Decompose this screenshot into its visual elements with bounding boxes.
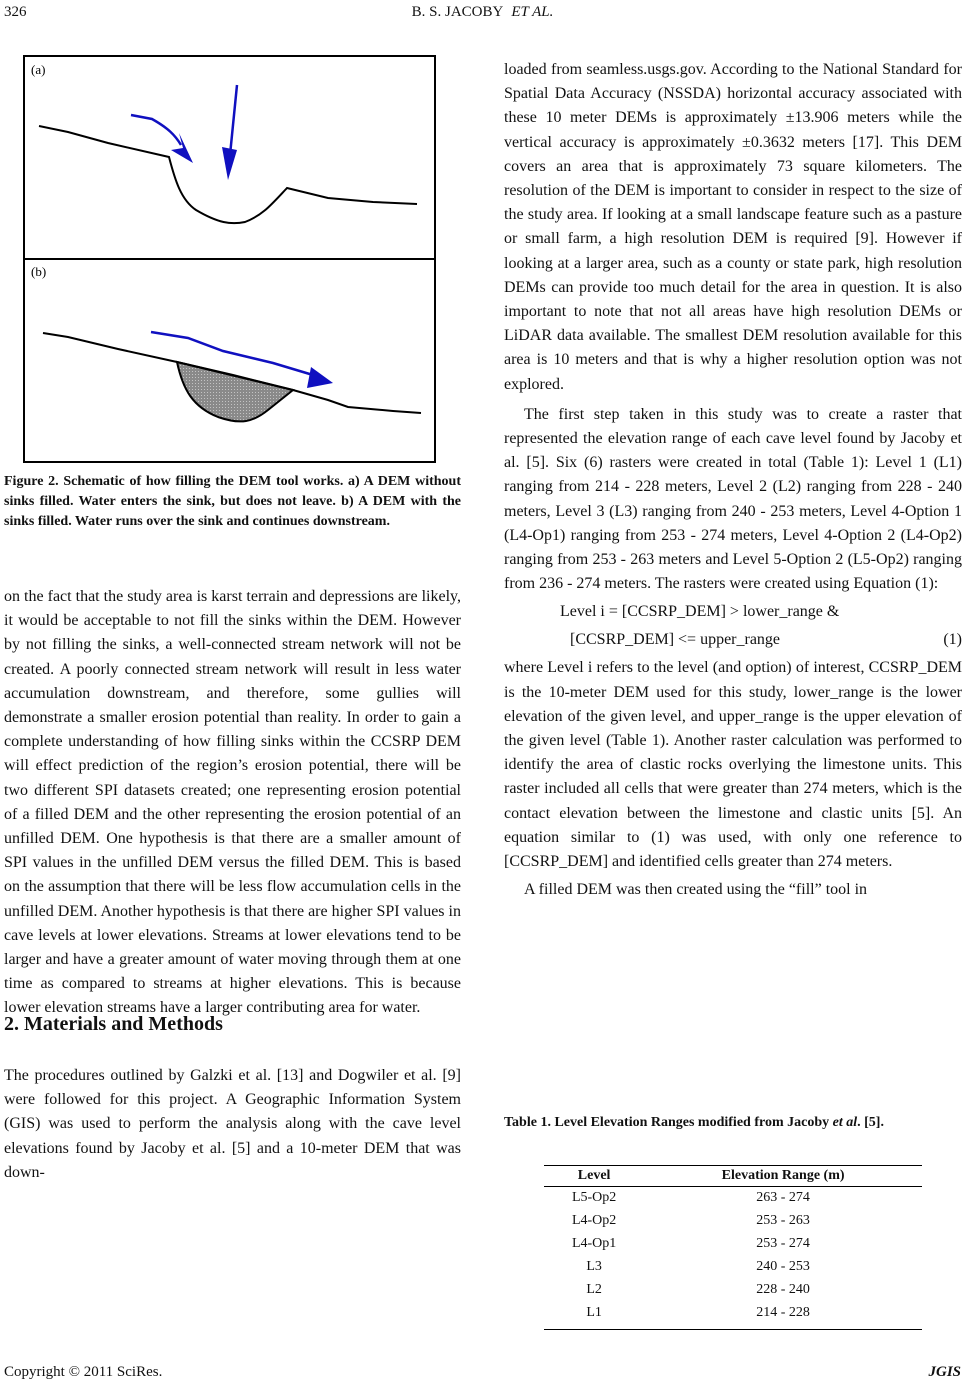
table-1-caption <box>504 1112 964 1133</box>
table-1 <box>544 1165 922 1330</box>
table-row <box>544 1187 922 1211</box>
equation-1-number: (1) <box>943 631 962 649</box>
running-header-etal: ET AL. <box>511 4 554 20</box>
section-heading-materials-methods: 2. Materials and Methods <box>4 1013 223 1035</box>
equation-1-line-1: Level i = [CCSRP_DEM] > lower_range & <box>560 603 840 621</box>
table-1-caption-text: Table 1. Level Elevation Ranges modified from Jacoby <box>504 1115 833 1130</box>
left-paragraph-1: on the fact that the study area is karst terrain and depressions are likely, it would be acceptable to not fill the sinks within the DEM. However by not filling the sinks, a well-connected stream network will not be created. A poorly connected stream network will result in less water accumulation downstream, and therefore, some gullies will demonstrate a smaller erosion potential than reality. In order to gain a complete understanding of how filling sinks within the CCSRP DEM will effect prediction of the region’s erosion potential, there will be two different SPI datasets created; one representing erosion potential of a filled DEM and the other representing the erosion potential of an unfilled DEM. One hypothesis is that there are a smaller amount of SPI values in the unfilled DEM versus the filled DEM. This is based on the assumption that there will be less flow accumulation cells in the unfilled DEM. Another hypothesis is that there are higher SPI values in cave levels at lower elevations. Streams at lower elevations tend to be larger and have a greater amount of water moving through them at one time as compared to streams at higher elevations. This is because lower elevation streams have a larger contributing area for water. <box>4 588 461 1017</box>
running-header <box>0 4 965 21</box>
table-cell-level: L4-Op1 <box>571 1236 617 1251</box>
left-column-text <box>4 585 461 1021</box>
equation-1-expression: [CCSRP_DEM] <= upper_range <box>570 631 781 649</box>
table-row <box>544 1210 922 1233</box>
running-header-authors: B. S. JACOBY <box>411 4 504 20</box>
table-row <box>544 1279 922 1302</box>
page-number: 326 <box>4 4 27 20</box>
table-row <box>544 1302 922 1330</box>
table-1-caption-suffix: . [5]. <box>857 1115 884 1130</box>
footer-journal: JGIS <box>928 1364 961 1380</box>
left-column-methods <box>4 1064 461 1185</box>
table-header-level: Level <box>544 1166 644 1187</box>
table-cell-range: 228 - 240 <box>756 1282 810 1297</box>
right-column-text <box>504 58 962 903</box>
table-cell-level: L3 <box>586 1259 602 1274</box>
table-cell-range: 240 - 253 <box>756 1259 810 1274</box>
table-row <box>544 1233 922 1256</box>
panel-b-label: (b) <box>31 264 47 279</box>
table-1-caption-italic: et al <box>832 1115 858 1130</box>
panel-a-label: (a) <box>31 62 46 77</box>
right-paragraph-2: The first step taken in this study was to create a raster that represented the elevation range of each cave level found by Jacoby et al. [5]. Six (6) rasters were created in total (Table 1): Level 1 (L1) ranging from 214 - 228 meters, Level 2 (L2) ranging from 228 - 240 meters, Level 3 (L3) ranging from 240 - 253 meters, Level 4-Option 1 (L4-Op1) ranging from 253 - 274 meters, Level 4-Option 2 (L4-Op2) ranging from 253 - 263 meters and Level 5-Option 2 (L5-Op2) ranging from 236 - 274 meters. The rasters were created using Equation (1): <box>504 405 962 593</box>
footer-copyright: Copyright © 2011 SciRes. <box>4 1364 163 1380</box>
table-header-elevation: Elevation Range (m) <box>644 1166 922 1187</box>
table-row <box>544 1256 922 1279</box>
equation-1-line-2 <box>504 628 962 652</box>
right-paragraph-4: A filled DEM was then created using the “fill” tool in <box>524 881 868 899</box>
figure-2-schematic <box>23 55 436 463</box>
table-cell-level: L5-Op2 <box>571 1190 617 1205</box>
table-cell-range: 263 - 274 <box>756 1190 810 1205</box>
left-paragraph-2: The procedures outlined by Galzki et al. [13] and Dogwiler et al. [9] were followed for this project. A Geographic Information System (GIS) was used to perform the analysis along with the cave level elevations found by Jacoby et al. [5] and a 10-meter DEM that was down- <box>4 1067 461 1181</box>
figure-2 <box>23 55 436 463</box>
right-paragraph-1: loaded from seamless.usgs.gov. According to the National Standard for Spatial Data Accuracy (NSSDA) horizontal accuracy associated with these 10 meter DEMs is approximately ±13.906 meters while the vertical accuracy is approximately ±0.3632 meters [17]. This DEM covers an area that is approximately 73 square kilometers. The resolution of the DEM is important to consider in respect to the size of the study area. If looking at a small landscape feature such as a pasture or small farm, a high resolution DEM is required [9]. However if looking at a larger area, such as a county or state park, high resolution DEMs can provide too much detail for the area in question. It is also important to note that not all areas have high resolution DEMs or LiDAR data available. The smallest DEM resolution available for this area is 10 meters and that is why a higher resolution option was not explored. <box>504 61 962 393</box>
table-cell-level: L2 <box>586 1282 602 1297</box>
right-paragraph-3: where Level i refers to the level (and option) of interest, CCSRP_DEM is the 10-meter DEM used for this study, lower_range is the lower elevation of the given level, and upper_range is the upper elevation of the given level (Table 1). Another raster calculation was performed to identify the area of clastic rocks overlying the limestone units. This raster included all cells that were greater than 274 meters, which is the contact elevation between the limestone and clastic units [5]. An equation similar to (1) was used, with only one reference to [CCSRP_DEM] and identified cells greater than 274 meters. <box>504 659 962 871</box>
table-cell-level: L4-Op2 <box>571 1213 617 1228</box>
table-header-row <box>544 1166 922 1187</box>
table-cell-range: 253 - 274 <box>756 1236 810 1251</box>
table-cell-range: 214 - 228 <box>644 1302 922 1330</box>
table-cell-range: 253 - 263 <box>756 1213 810 1228</box>
figure-2-caption: Figure 2. Schematic of how filling the DEM tool works. a) A DEM without sinks filled. Water enters the sink, but does not leave. b) A DEM with the sinks filled. Water runs over the sink and continues downstream. <box>4 474 461 529</box>
table-cell-level: L1 <box>544 1302 644 1330</box>
